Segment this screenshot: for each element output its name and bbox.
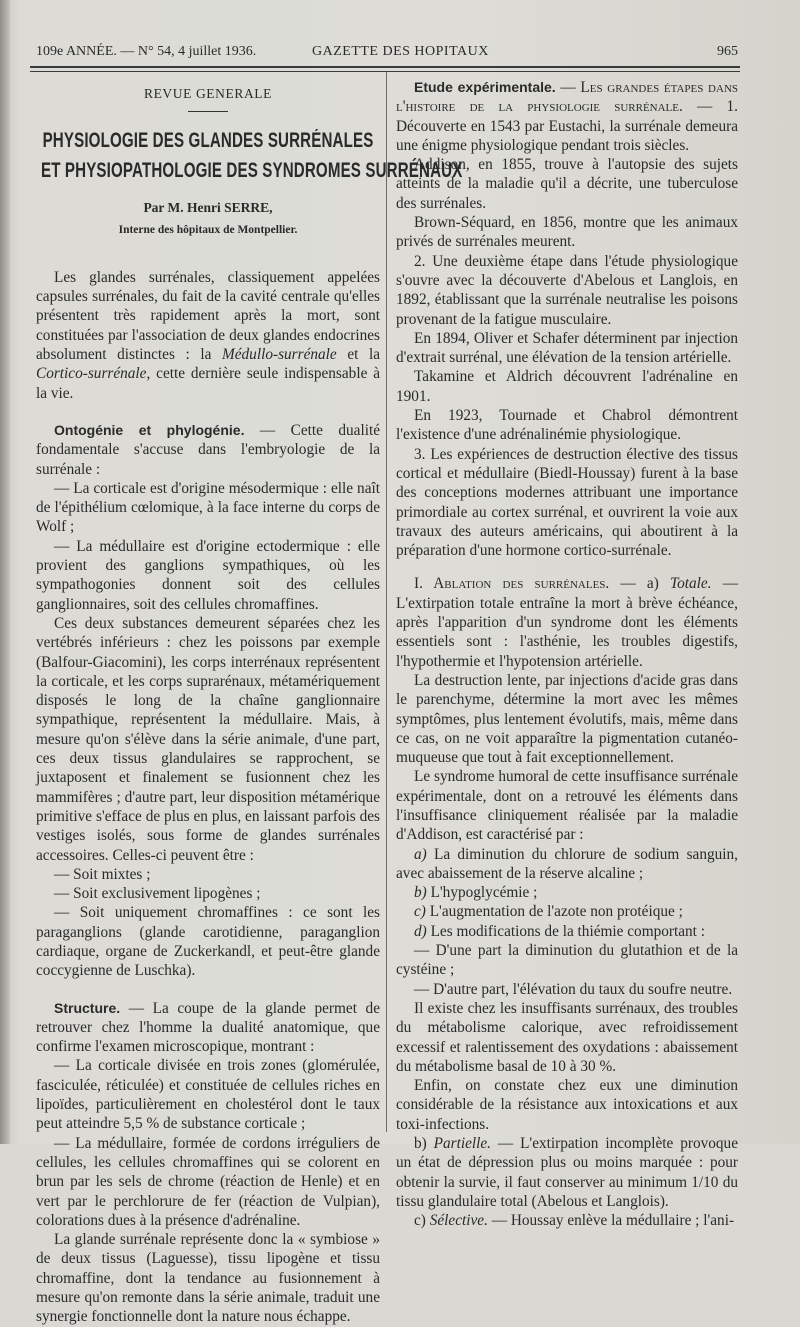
paragraph: b) Partielle. — L'extirpation incomplète provoque un état de dépression plus ou moins marquée : pour obtenir la survie, il faut conserver au minimum 1/10 du tissu glandulaire total (Abelous et Langlois). — [396, 1135, 738, 1210]
section-heading: Structure. — [54, 999, 121, 1016]
binding-edge — [0, 0, 10, 1144]
left-column — [36, 78, 463, 1327]
paragraph: — La médullaire est d'origine ectodermique : elle provient des ganglions sympathiques, où les sympathogonies donnent soit des cellules ganglionnaires, soit des cellules chromaffines. — [36, 537, 380, 613]
page-number: 965 — [717, 44, 738, 59]
paragraph: — La corticale divisée en trois zones (glomérulée, fasciculée, réticulée) et constituée de cellules riches en lipoïdes, particulièrement en cholestérol dont le taux peut atteindre 5,5 % de substance corticale ; — [36, 1057, 380, 1133]
article-title — [40, 126, 463, 186]
list-item: d) Les modifications de la thiémie comportant : — [414, 922, 705, 940]
paragraph: En 1894, Oliver et Schafer déterminent par injection d'extrait surrénal, une élévation de la tension artérielle. — [396, 329, 738, 367]
list-item: — Soit mixtes ; — [54, 865, 151, 883]
right-column — [396, 78, 738, 1231]
paragraph: Enfin, on constate chez eux une diminution considérable de la résistance aux intoxications et aux toxi-infections. — [396, 1077, 738, 1133]
paragraph: En 1923, Tournade et Chabrol démontrent l'existence d'une adrénalinémie physiologique. — [396, 407, 738, 444]
list-item: b) L'hypoglycémie ; — [414, 884, 538, 902]
list-item: a) La diminution du chlorure de sodium sanguin, avec abaissement de la réserve alcaline ; — [396, 845, 738, 882]
structure-paragraph: Structure. — La coupe de la glande permet de retrouver chez l'homme la dualité anatomique, que confirme l'examen microscopique, montrant : — [36, 999, 380, 1056]
issue-info: 109e ANNÉE. — N° 54, 4 juillet 1936. — [36, 44, 257, 59]
list-item: — D'une part la diminution du glutathion et de la cystéine ; — [396, 942, 738, 979]
list-item: c) L'augmentation de l'azote non protéique ; — [414, 903, 683, 921]
affiliation: Interne des hôpitaux de Montpellier. — [118, 223, 298, 236]
title-line-2: ET PHYSIOPATHOLOGIE DES SYNDROMES SURRÉNAUX — [40, 159, 463, 183]
list-item: — D'autre part, l'élévation du taux du soufre neutre. — [414, 980, 733, 998]
rubric-rule — [188, 111, 228, 112]
paragraph: — La médullaire, formée de cordons irréguliers de cellules, les cellules chromaffines qui se colorent en brun par les sels de chrome (réaction de Henle) et en vert par le perchlorure de fer (réaction de Vulpian), colorations dues à la présence d'adrénaline. — [36, 1134, 380, 1229]
rubric: REVUE GENERALE — [143, 86, 272, 101]
paragraph: Addison, en 1855, trouve à l'autopsie des sujets atteints de la maladie qu'il a décrite, une tuberculose des surrénales. — [396, 156, 738, 212]
paragraph: La destruction lente, par injections d'acide gras dans le parenchyme, détermine la mort avec les mêmes symptômes, plus lentement évolutifs, mais, même dans ce cas, on ne voit apparaître la pigmentation cutanéo-muqueuse que tout à fait exceptionnellement. — [396, 671, 738, 767]
paragraph: La glande surrénale représente donc la « symbiose » de deux tissus (Laguesse), tissu lipogène et tissu chromaffine, dont la tendance au fusionnement à mesure qu'on remonte dans la série animale, traduit une synergie fonctionnelle dont la nature nous échappe. — [36, 1231, 380, 1326]
header-rule-thin — [30, 71, 740, 72]
section-heading: Ontogénie et phylogénie. — [54, 421, 245, 438]
title-line-1: PHYSIOLOGIE DES GLANDES SURRÉNALES — [42, 129, 374, 153]
paragraph: Le syndrome humoral de cette insuffisance surrénale expérimentale, dont on a retrouvé les éléments dans l'insuffisance cliniquement réalisée par la maladie d'Addison, est caractérisé par : — [396, 768, 738, 844]
list-item: — Soit exclusivement lipogènes ; — [54, 885, 261, 903]
paragraph: 2. Une deuxième étape dans l'étude physiologique s'ouvre avec la découverte d'Abelous et Langlois, en 1892, établissant que la surrénale neutralise les poisons provenant de la fatigue musculaire. — [396, 252, 738, 328]
header-rule — [30, 66, 740, 68]
list-item: — Soit uniquement chromaffines : ce sont les paraganglions (glande carotidienne, paraganglion cardiaque, organe de Zuckerkandl, et peut-être glande coccygienne de Luschka). — [36, 904, 380, 980]
intro-paragraph: Les glandes surrénales, classiquement appelées capsules surrénales, du fait de la cavité centrale qu'elles présentent très rapidement après la mort, sont constituées par l'association de deux glandes endocrines absolument distinctes : la Médullo-surrénale et la Cortico-surrénale, cette dernière seule indispensable à la vie. — [36, 268, 380, 402]
column-separator — [386, 72, 387, 1132]
byline: Par M. Henri SERRE, — [143, 200, 273, 216]
ontogeny-paragraph: Ontogénie et phylogénie. — Cette dualité fondamentale s'accuse dans l'embryologie de la surrénale : — [36, 421, 380, 478]
paragraph: Takamine et Aldrich découvrent l'adrénaline en 1901. — [396, 368, 738, 405]
section-heading: Etude expérimentale. — [414, 79, 556, 95]
paragraph: Brown-Séquard, en 1856, montre que les animaux privés de surrénales meurent. — [396, 214, 738, 251]
ablation-paragraph: I. Ablation des surrénales. — a) Totale. — L'extirpation totale entraîne la mort à brève échéance, après l'apparition d'un syndrome dont les éléments essentiels sont : l'asthénie, les troubles digestifs, l'hypothermie et l'hypotension artérielle. — [396, 575, 739, 670]
paragraph: Ces deux substances demeurent séparées chez les vertébrés inférieurs : chez les poissons par exemple (Balfour-Giacomini), les corps interrénaux représentent la corticale, et les corps suprarénaux, métamériquement disposés le long de la chaîne ganglionnaire sympathique, représentent la médullaire. Mais, à mesure qu'on s'élève dans la série animale, d'une part, ces deux tissus glandulaires se rapprochent, se juxtaposent et finalement se fusionnent chez les mammifères ; d'autre part, leur disposition métamérique primitive s'efface de plus en plus, en laissant parfois des vestiges isolés, sous forme de glandes surrénales accessoires. Celles-ci peuvent être : — [36, 614, 380, 864]
paragraph: c) Sélective. — Houssay enlève la médullaire ; l'ani- — [414, 1212, 735, 1230]
experimental-paragraph: Etude expérimentale. — Les grandes étapes dans l'histoire de la physiologie surrénale. — 1. Découverte en 1543 par Eustachi, la surrénale demeura une énigme physiologique pendant trois siècles. — [396, 79, 739, 154]
page-header — [36, 44, 738, 66]
paragraph: Il existe chez les insuffisants surrénaux, des troubles du métabolisme calorique, avec refroidissement excessif et ralentissement des oxydations : abaissement du métabolisme basal de 10 à 30 %. — [396, 999, 738, 1075]
journal-name: GAZETTE DES HOPITAUX — [312, 44, 489, 59]
paragraph: 3. Les expériences de destruction élective des tissus cortical et médullaire (Biedl-Houssay) furent à la base des conceptions modernes attribuant une importance primordiale au cortex surrénal, et ouvrirent la voie aux travaux des auteurs américains, qui aboutirent à la préparation d'une hormone cortico-surrénale. — [396, 445, 738, 560]
paragraph: — La corticale est d'origine mésodermique : elle naît de l'épithélium cœlomique, à la face interne du corps de Wolf ; — [36, 479, 380, 536]
